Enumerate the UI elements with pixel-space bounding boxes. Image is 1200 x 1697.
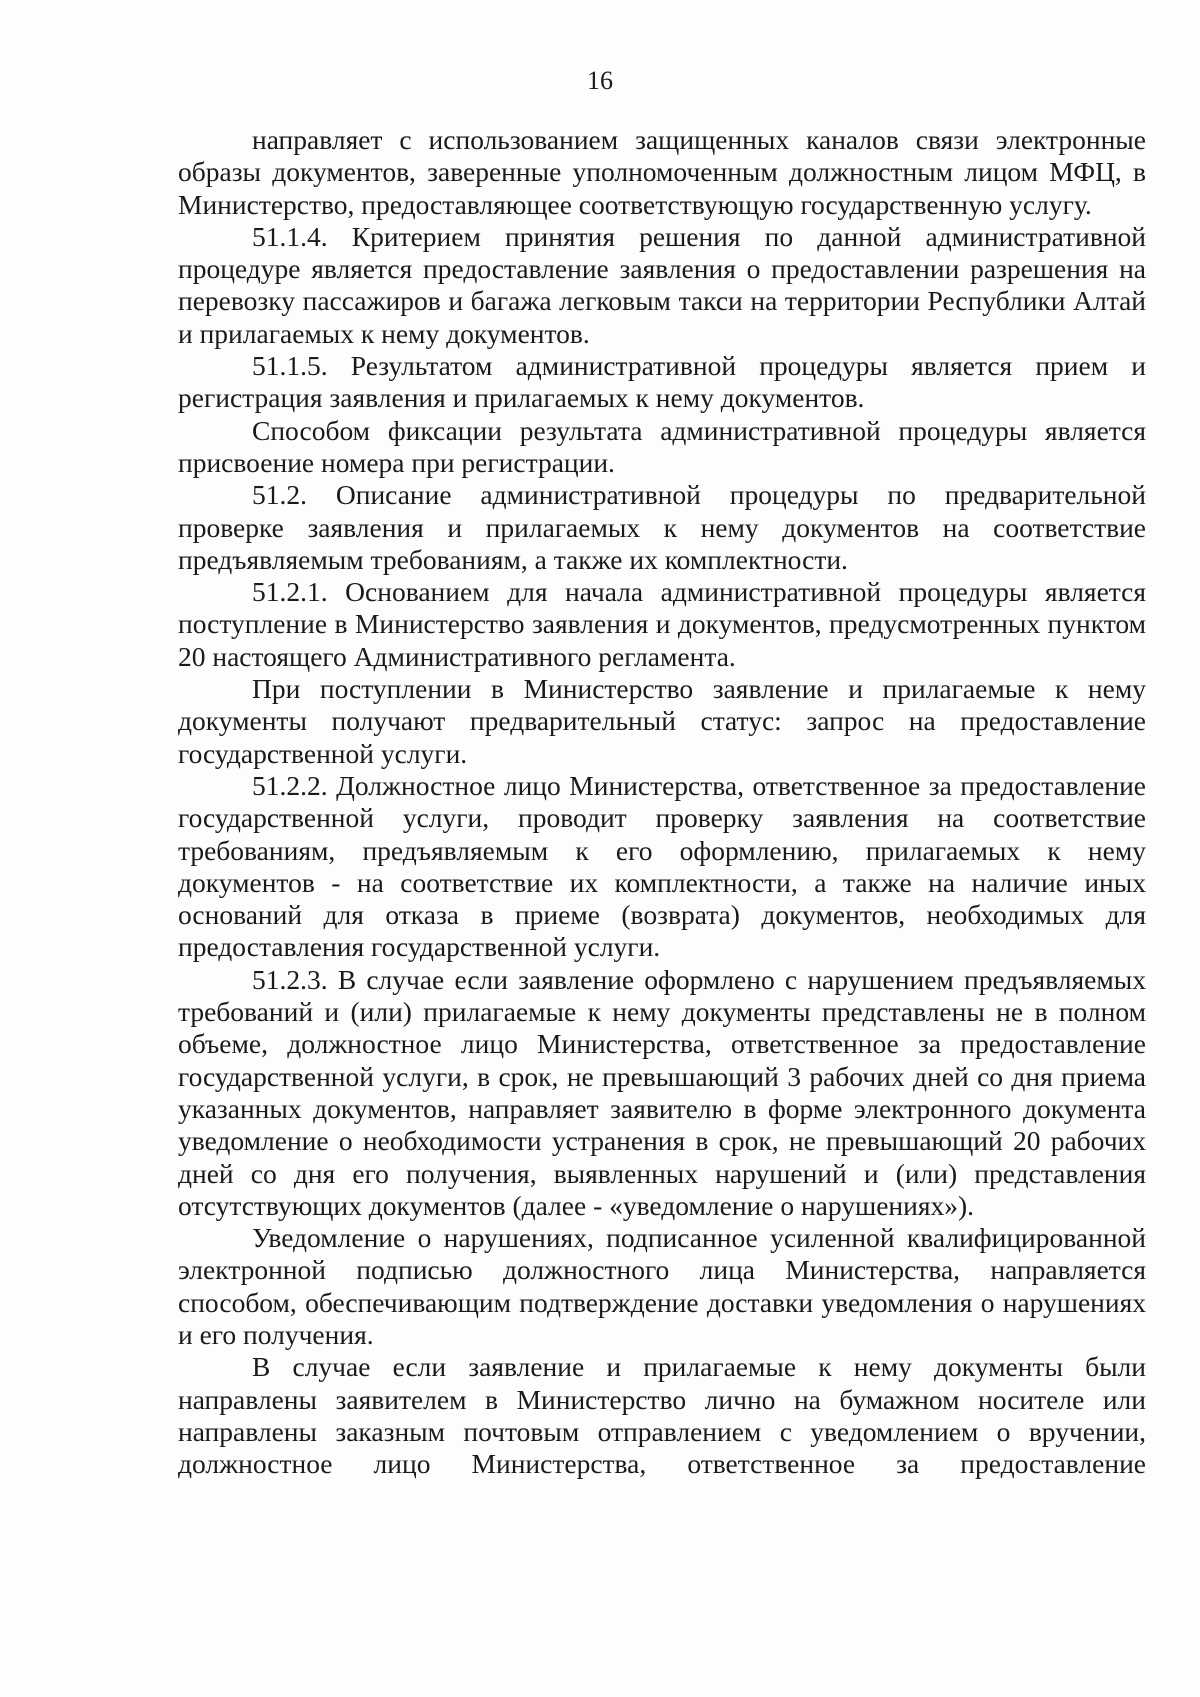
paragraph-51-1-4: 51.1.4. Критерием принятия решения по данной административной процедуре является предоставление заявления о предоставлении разрешения на перевозку пассажиров и багажа легковым такси на территории Республики Алтай и прилагаемых к нему документов. (178, 220, 1146, 349)
paragraph-51-2-1: 51.2.1. Основанием для начала административной процедуры является поступление в Министерство заявления и документов, предусмотренных пунктом 20 настоящего Административного регламента. (178, 576, 1146, 672)
paragraph-51-2-2: 51.2.2. Должностное лицо Министерства, ответственное за предоставление государственной услуги, проводит проверку заявления на соответствие требованиям, предъявляемым к его оформлению, прилагаемых к нему документов - на соответствие их комплектности, а также на наличие иных оснований для отказа в приеме (возврата) документов, необходимых для предоставления государственной услуги. (178, 769, 1146, 963)
page-number: 16 (587, 66, 613, 95)
paragraph-violation-notice: Уведомление о нарушениях, подписанное усиленной квалифицированной электронной подписью должностного лица Министерства, направляется способом, обеспечивающим подтверждение доставки уведомления о нарушениях и его получения. (178, 1222, 1146, 1350)
paragraph-mfc-transfer: направляет с использованием защищенных каналов связи электронные образы документов, заверенные уполномоченным должностным лицом МФЦ, в Министерство, предоставляющее соответствующую государственную услугу. (178, 124, 1146, 220)
document-body (178, 124, 1146, 1480)
paragraph-51-2: 51.2. Описание административной процедуры по предварительной проверке заявления и прилагаемых к нему документов на соответствие предъявляемым требованиям, а также их комплектности. (178, 479, 1146, 575)
paragraph-paper-submission: В случае если заявление и прилагаемые к нему документы были направлены заявителем в Министерство лично на бумажном носителе или направлены заказным почтовым отправлением с уведомлением о вручении, должностное лицо Министерства, ответственное за предоставление (178, 1351, 1146, 1480)
paragraph-fixation-method: Способом фиксации результата административной процедуры является присвоение номера при регистрации. (178, 414, 1146, 478)
paragraph-51-2-3: 51.2.3. В случае если заявление оформлено с нарушением предъявляемых требований и (или) прилагаемые к нему документы представлены не в полном объеме, должностное лицо Министерства, ответственное за предоставление государственной услуги, в срок, не превышающий 3 рабочих дней со дня приема указанных документов, направляет заявителю в форме электронного документа уведомление о необходимости устранения в срок, не превышающий 20 рабочих дней со дня его получения, выявленных нарушений и (или) представления отсутствующих документов (далее - «уведомление о нарушениях»). (178, 963, 1146, 1221)
paragraph-51-1-5: 51.1.5. Результатом административной процедуры является прием и регистрация заявления и прилагаемых к нему документов. (178, 350, 1146, 414)
paragraph-preliminary-status: При поступлении в Министерство заявление и прилагаемые к нему документы получают предварительный статус: запрос на предоставление государственной услуги. (178, 673, 1146, 769)
